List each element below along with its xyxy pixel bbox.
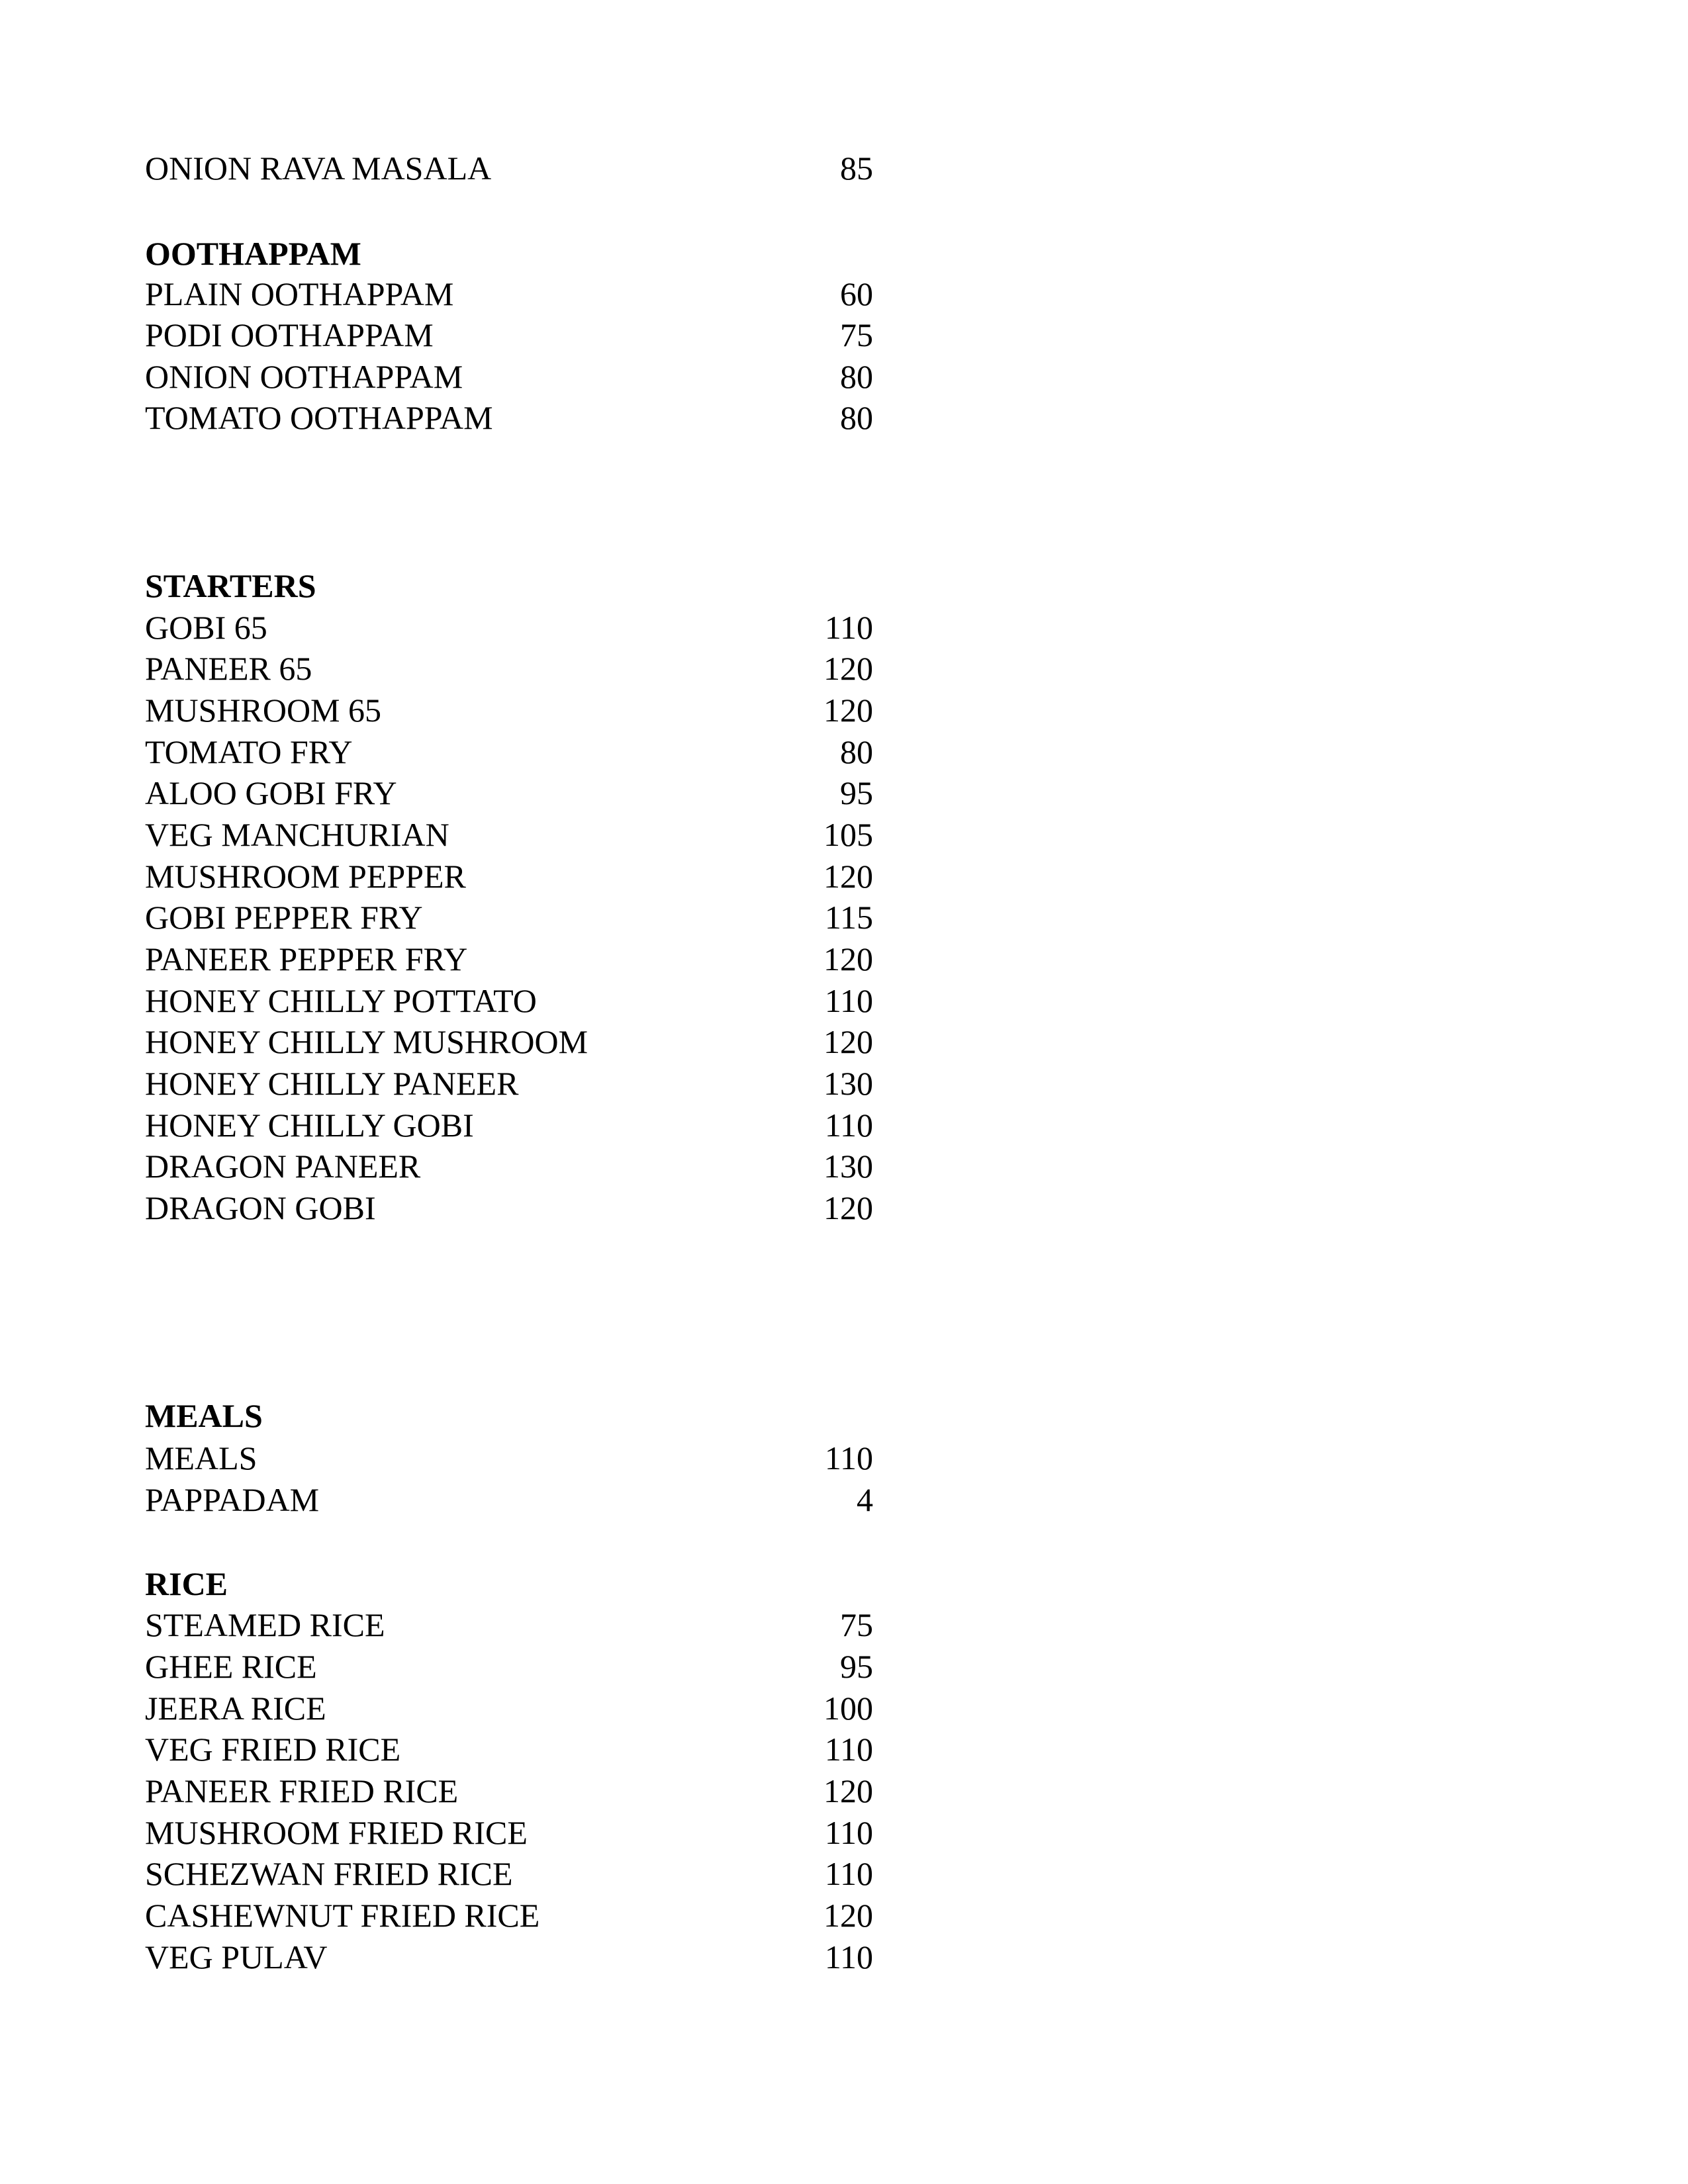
menu-item [145, 1895, 873, 1936]
item-name: PODI OOTHAPPAM [145, 316, 434, 353]
item-name: VEG MANCHURIAN [145, 816, 449, 853]
item-price: 120 [823, 940, 873, 978]
item-price: 80 [840, 358, 873, 395]
menu-item [145, 1936, 873, 1978]
section-title-oothappam: OOTHAPPAM [145, 235, 361, 272]
menu-item [145, 1770, 873, 1812]
item-name: HONEY CHILLY POTTATO [145, 982, 537, 1019]
item-price: 120 [823, 650, 873, 687]
menu-item [145, 607, 873, 649]
item-price: 110 [824, 1107, 873, 1144]
item-price: 85 [840, 150, 873, 187]
item-name: JEERA RICE [145, 1690, 326, 1727]
item-name: GHEE RICE [145, 1648, 317, 1685]
item-price: 130 [823, 1148, 873, 1185]
item-price: 75 [840, 1606, 873, 1643]
item-price: 110 [824, 1855, 873, 1892]
item-price: 110 [824, 609, 873, 646]
item-name: HONEY CHILLY PANEER [145, 1065, 519, 1102]
item-name: DRAGON GOBI [145, 1189, 376, 1226]
menu-item [145, 1812, 873, 1854]
menu-item [145, 1021, 873, 1063]
menu-item [145, 397, 873, 439]
item-name: STEAMED RICE [145, 1606, 385, 1643]
item-price: 110 [824, 1731, 873, 1768]
menu-item [145, 148, 873, 189]
item-name: ONION RAVA MASALA [145, 150, 492, 187]
item-price: 120 [823, 1023, 873, 1060]
menu-item [145, 731, 873, 773]
menu-item [145, 1063, 873, 1105]
item-name: TOMATO OOTHAPPAM [145, 399, 493, 436]
menu-item [145, 1729, 873, 1770]
menu-item [145, 314, 873, 356]
menu-item [145, 1688, 873, 1729]
menu-item [145, 980, 873, 1022]
menu-item [145, 772, 873, 814]
item-price: 95 [840, 774, 873, 811]
menu-item [145, 1479, 873, 1521]
item-price: 95 [840, 1648, 873, 1685]
menu-item [145, 1646, 873, 1688]
item-price: 80 [840, 399, 873, 436]
menu-item [145, 856, 873, 897]
item-price: 110 [824, 1938, 873, 1976]
item-name: MEALS [145, 1439, 258, 1477]
item-name: TOMATO FRY [145, 733, 353, 770]
item-name: HONEY CHILLY MUSHROOM [145, 1023, 588, 1060]
item-name: GOBI PEPPER FRY [145, 899, 423, 936]
item-name: ONION OOTHAPPAM [145, 358, 463, 395]
menu-item [145, 1853, 873, 1895]
item-price: 115 [824, 899, 873, 936]
item-name: PLAIN OOTHAPPAM [145, 275, 454, 312]
item-name: VEG PULAV [145, 1938, 328, 1976]
section-title-starters: STARTERS [145, 567, 316, 604]
item-name: SCHEZWAN FRIED RICE [145, 1855, 513, 1892]
item-price: 110 [824, 1814, 873, 1851]
menu-item [145, 1146, 873, 1187]
menu-item [145, 1437, 873, 1479]
item-name: CASHEWNUT FRIED RICE [145, 1897, 540, 1934]
item-price: 100 [823, 1690, 873, 1727]
item-price: 110 [824, 1439, 873, 1477]
item-name: GOBI 65 [145, 609, 267, 646]
item-name: MUSHROOM 65 [145, 692, 382, 729]
item-name: MUSHROOM PEPPER [145, 858, 466, 895]
menu-item [145, 938, 873, 980]
item-name: VEG FRIED RICE [145, 1731, 401, 1768]
item-price: 130 [823, 1065, 873, 1102]
item-name: MUSHROOM FRIED RICE [145, 1814, 528, 1851]
item-name: PANEER FRIED RICE [145, 1772, 459, 1809]
section-title-rice: RICE [145, 1565, 228, 1602]
item-price: 120 [823, 1772, 873, 1809]
item-price: 4 [857, 1481, 873, 1518]
item-name: DRAGON PANEER [145, 1148, 421, 1185]
menu-item [145, 1187, 873, 1229]
menu-item [145, 1604, 873, 1646]
item-price: 120 [823, 858, 873, 895]
item-price: 120 [823, 692, 873, 729]
menu-item [145, 648, 873, 690]
item-price: 75 [840, 316, 873, 353]
item-name: PAPPADAM [145, 1481, 320, 1518]
item-price: 120 [823, 1189, 873, 1226]
menu-item [145, 273, 873, 315]
item-price: 105 [823, 816, 873, 853]
menu-item [145, 897, 873, 938]
section-title-meals: MEALS [145, 1397, 263, 1434]
item-name: HONEY CHILLY GOBI [145, 1107, 474, 1144]
item-name: PANEER 65 [145, 650, 312, 687]
menu-item [145, 1105, 873, 1146]
menu-item [145, 814, 873, 856]
item-name: ALOO GOBI FRY [145, 774, 397, 811]
item-price: 60 [840, 275, 873, 312]
item-name: PANEER PEPPER FRY [145, 940, 468, 978]
item-price: 80 [840, 733, 873, 770]
menu-item [145, 356, 873, 398]
item-price: 110 [824, 982, 873, 1019]
item-price: 120 [823, 1897, 873, 1934]
menu-item [145, 690, 873, 731]
